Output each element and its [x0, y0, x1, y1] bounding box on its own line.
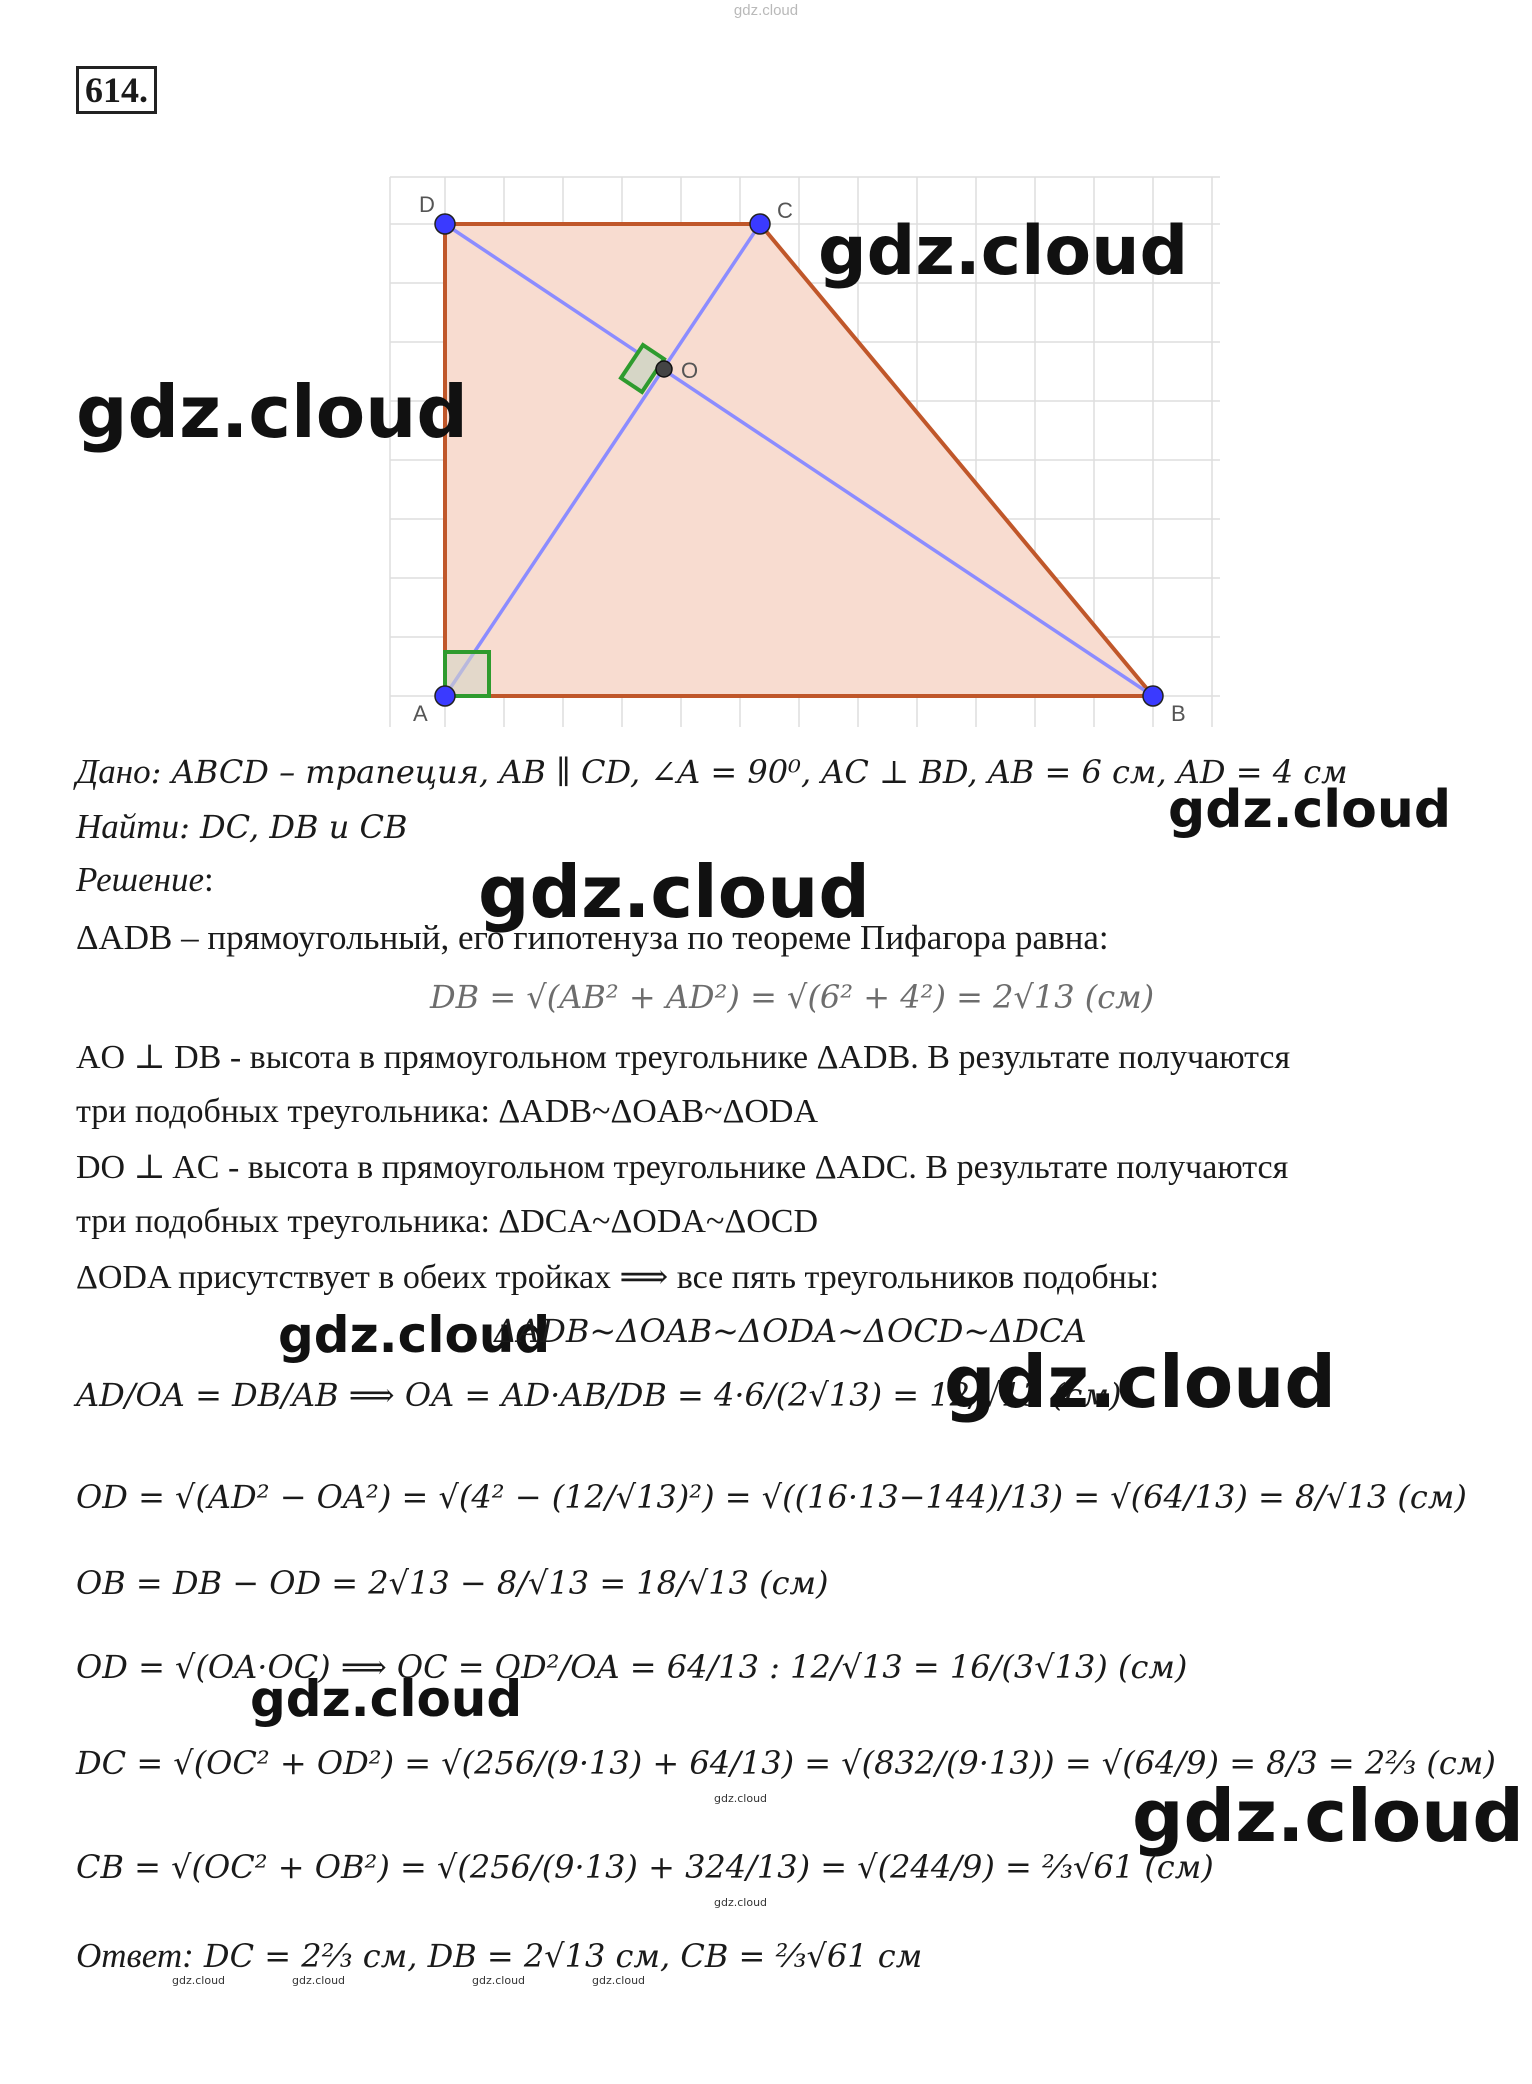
answer-line: [76, 1934, 922, 1978]
equation-db: DB = √(AB² + AD²) = √(6² + 4²) = 2√13 (см): [430, 978, 1155, 1016]
equation-ob: OB = DB − OD = 2√13 − 8/√13 = 18/√13 (см): [76, 1564, 829, 1602]
step-4: ΔODA присутствует в обеих тройках ⟹ все пять треугольников подобны:: [76, 1259, 1160, 1296]
watermark-2: gdz.cloud: [76, 370, 468, 454]
watermark-8: gdz.cloud: [1132, 1774, 1524, 1858]
watermark-1: gdz.cloud: [818, 212, 1189, 291]
given-label: Дано: [76, 752, 151, 791]
watermark-3: gdz.cloud: [1168, 780, 1452, 840]
point-o: [656, 361, 672, 377]
given-line: [76, 750, 1348, 794]
equation-dc: DC = √(OC² + OD²) = √(256/(9·13) + 64/13) = √(832/(9·13)) = √(64/9) = 8/3 = 2⅔ (см): [76, 1744, 1496, 1782]
label-b: B: [1171, 701, 1186, 726]
watermark-7: gdz.cloud: [250, 1670, 523, 1728]
watermark-small-3: gdz.cloud: [172, 1974, 226, 1987]
equation-oa: AD/OA = DB/AB ⟹ OA = AD·AB/DB = 4·6/(2√13) = 12/√13 (см): [76, 1376, 1122, 1414]
problem-number: 614.: [76, 66, 157, 114]
point-d: [435, 214, 455, 234]
label-a: A: [413, 701, 428, 726]
point-b: [1143, 686, 1163, 706]
equation-od: OD = √(AD² − OA²) = √(4² − (12/√13)²) = √((16·13−144)/13) = √(64/13) = 8/√13 (см): [76, 1478, 1467, 1516]
label-c: C: [777, 198, 793, 223]
step-2b: три подобных треугольника: ΔADB~ΔOAB~ΔODA: [76, 1093, 819, 1130]
solution-label: Решение: [76, 860, 205, 899]
step-3b: три подобных треугольника: ΔDCA~ΔODA~ΔOCD: [76, 1203, 819, 1240]
find-body: : DC, DB и CB: [179, 808, 408, 846]
solution-colon: :: [204, 860, 214, 899]
find-label: Найти: [76, 807, 180, 846]
equation-cb: CB = √(OC² + OB²) = √(256/(9·13) + 324/13) = √(244/9) = ⅔√61 (см): [76, 1848, 1214, 1886]
step-2a: AO ⊥ DB - высота в прямоугольном треугольнике ΔADB. В результате получаются: [76, 1039, 1291, 1076]
label-d: D: [419, 192, 435, 217]
given-body: : ABCD – трапеция, AB ∥ CD, ∠A = 90⁰, AC ⊥ BD, AB = 6 см, AD = 4 см: [150, 753, 1348, 791]
answer-label: Ответ:: [76, 1936, 194, 1975]
answer-body: DC = 2⅔ см, DB = 2√13 см, CB = ⅔√61 см: [193, 1937, 923, 1975]
point-a: [435, 686, 455, 706]
watermark-4: gdz.cloud: [478, 850, 870, 934]
watermark-small-2: gdz.cloud: [714, 1896, 768, 1909]
watermark-6: gdz.cloud: [944, 1340, 1336, 1424]
step-3a: DO ⊥ AC - высота в прямоугольном треугольнике ΔADC. В результате получаются: [76, 1149, 1289, 1186]
watermark-small-4: gdz.cloud: [292, 1974, 346, 1987]
watermark-small-5: gdz.cloud: [472, 1974, 526, 1987]
equation-oc: OD = √(OA·OC) ⟹ OC = OD²/OA = 64/13 : 12/√13 = 16/(3√13) (см): [76, 1648, 1188, 1686]
watermark-small-1: gdz.cloud: [714, 1792, 768, 1805]
solution-line: [76, 858, 214, 902]
label-o: O: [681, 358, 699, 383]
watermark-small-6: gdz.cloud: [592, 1974, 646, 1987]
top-watermark: gdz.cloud: [733, 2, 799, 19]
step-1: ΔADB – прямоугольный, его гипотенуза по теореме Пифагора равна:: [76, 918, 1109, 957]
step-5: ΔADB~ΔOAB~ΔODA~ΔOCD~ΔDCA: [494, 1312, 1087, 1350]
point-c: [750, 214, 770, 234]
watermark-5: gdz.cloud: [278, 1306, 551, 1364]
find-line: [76, 805, 407, 849]
